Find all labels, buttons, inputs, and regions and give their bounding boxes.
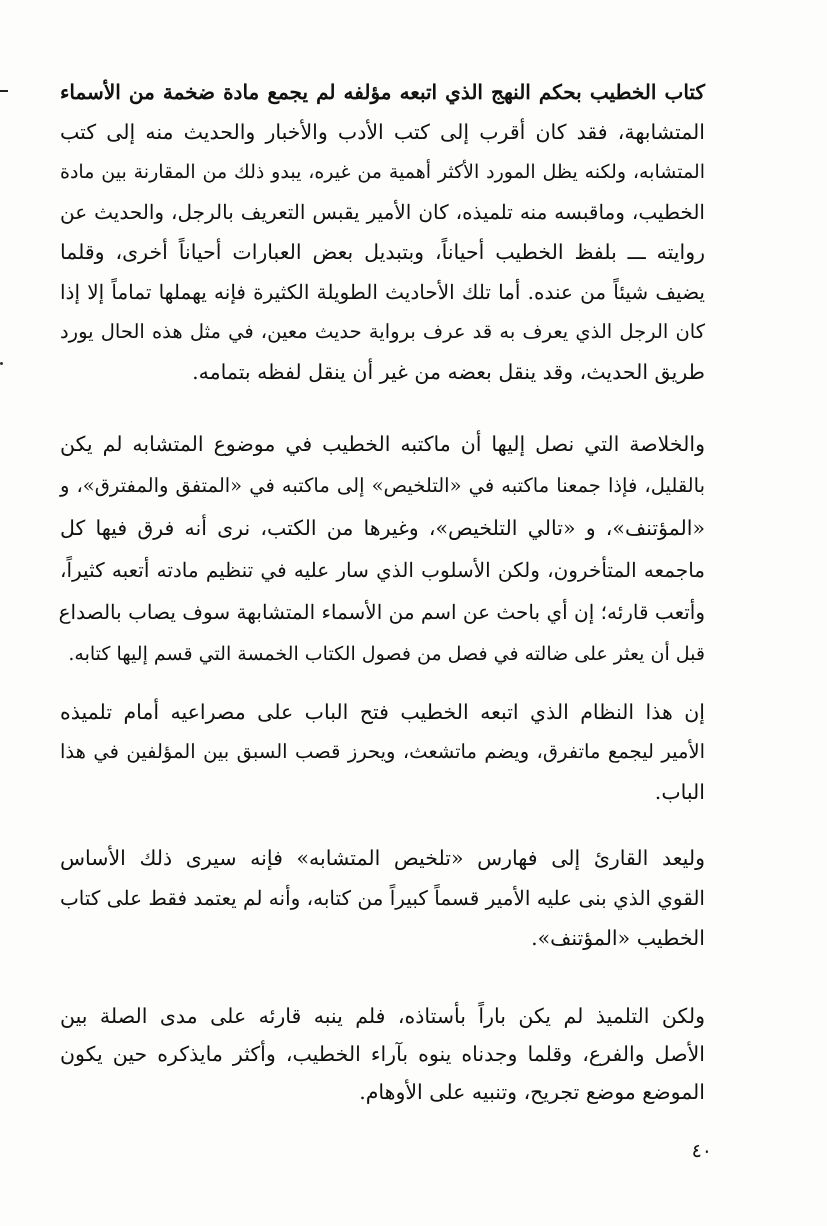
paragraph-4 — [60, 840, 705, 970]
page-number: ٤٠ — [691, 1140, 712, 1162]
paragraph-line: الأصل والفرع، وقلما وجدناه ينوه بآراء الخطيب، وأكثر مايذكره حين يكون — [60, 1042, 705, 1066]
paragraph-line: الخطيب، وماقبسه منه تلميذه، كان الأمير يقبس التعريف بالرجل، والحديث عن — [60, 200, 705, 224]
paragraph-line: الأمير ليجمع ماتفرق، ويضم ماتشعث، ويحرز قصب السبق بين المؤلفين في هذا — [60, 740, 705, 763]
paragraph-line: ولكن التلميذ لم يكن باراً بأستاذه، فلم ينبه قارئه على مدى الصلة بين — [60, 1004, 705, 1028]
paragraph-line: الخطيب «المؤتنف». — [531, 926, 705, 950]
margin-dot — [0, 362, 3, 365]
paragraph-line: المتشابهة، فقد كان أقرب إلى كتب الأدب والأخبار والحديث منه إلى كتب — [60, 120, 705, 144]
paragraph-line: وليعد القارئ إلى فهارس «تلخيص المتشابه» فإنه سيرى ذلك الأساس — [60, 846, 705, 870]
paragraph-line: كان الرجل الذي يعرف به قد عرف برواية حديث معين، في مثل هذه الحال يورد — [60, 320, 705, 343]
margin-mark — [0, 90, 8, 92]
paragraph-line: قبل أن يعثر على ضالته في فصل من فصول الكتاب الخمسة التي قسم إليها كتابه. — [68, 643, 705, 665]
paragraph-2 — [60, 426, 705, 676]
paragraph-line: روايته ـــ بلفظ الخطيب أحياناً، وبتبديل بعض العبارات أحياناً أخرى، وقلما — [60, 240, 705, 264]
paragraph-line: إن هذا النظام الذي اتبعه الخطيب فتح الباب على مصراعيه أمام تلميذه — [60, 700, 705, 724]
paragraph-1 — [60, 74, 705, 384]
paragraph-3 — [60, 694, 705, 824]
paragraph-line: ماجمعه المتأخرون، ولكن الأسلوب الذي سار عليه في تنظيم مادته أتعبه كثيراً، — [60, 558, 705, 582]
paragraph-line: بالقليل، فإذا جمعنا ماكتبه في «التلخيص» إلى ماكتبه في «المتفق والمفترق»، و — [60, 474, 705, 497]
paragraph-line: كتاب الخطيب بحكم النهج الذي اتبعه مؤلفه لم يجمع مادة ضخمة من الأسماء — [60, 80, 705, 104]
paragraph-line: طريق الحديث، وقد ينقل بعضه من غير أن ينقل لفظه بتمامه. — [192, 360, 705, 384]
paragraph-line: والخلاصة التي نصل إليها أن ماكتبه الخطيب في موضوع المتشابه لم يكن — [60, 432, 705, 456]
paragraph-line: وأتعب قارئه؛ إن أي باحث عن اسم من الأسماء المتشابهة سوف يصاب بالصداع — [58, 600, 705, 624]
paragraph-line: الباب. — [654, 780, 705, 804]
paragraph-line: القوي الذي بنى عليه الأمير قسماً كبيراً من كتابه، وأنه لم يعتمد فقط على كتاب — [59, 886, 705, 910]
paragraph-5 — [60, 998, 705, 1128]
paragraph-line: «المؤتنف»، و «تالي التلخيص»، وغيرها من الكتب، نرى أنه فرق فيها كل — [60, 516, 705, 540]
paragraph-line: المتشابه، ولكنه يظل المورد الأكثر أهمية من غيره، يبدو ذلك من المقارنة بين مادة — [60, 161, 705, 183]
paragraph-line: يضيف شيئاً من عنده. أما تلك الأحاديث الطويلة الكثيرة فإنه يهملها تماماً إلا إذا — [60, 280, 705, 304]
paragraph-line: الموضع موضع تجريح، وتنبيه على الأوهام. — [359, 1080, 705, 1104]
